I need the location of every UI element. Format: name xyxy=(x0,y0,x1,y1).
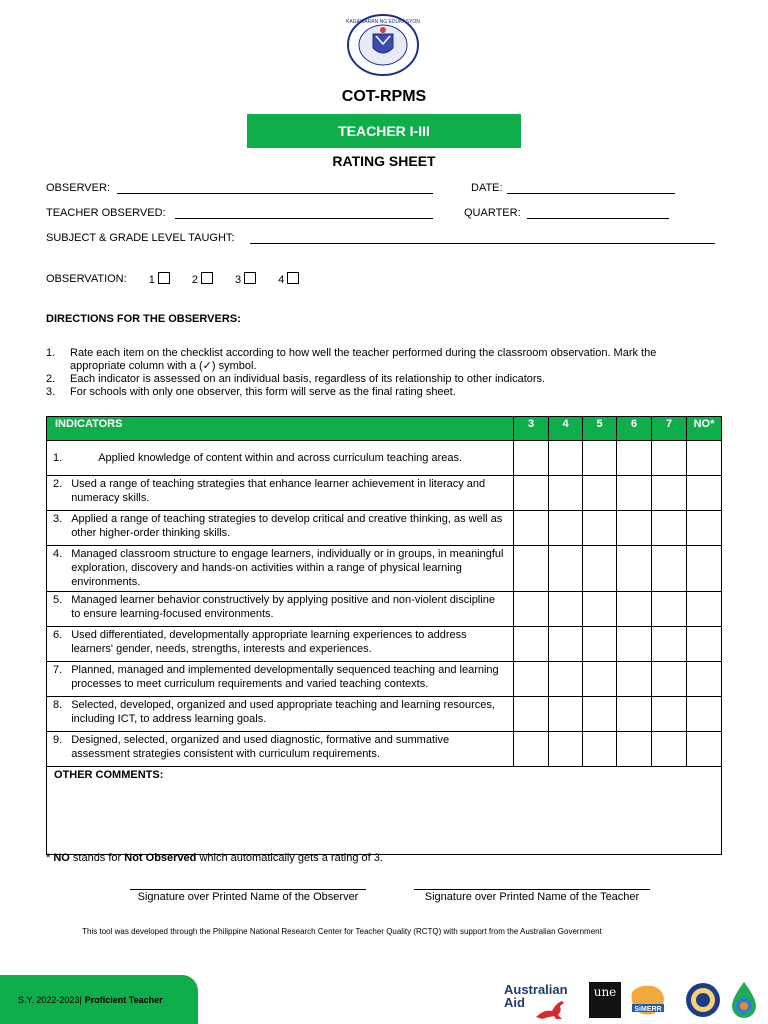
note-prefix: * xyxy=(46,852,54,864)
teacher-level-label: TEACHER I-III xyxy=(338,123,430,139)
observation-selector xyxy=(46,272,299,286)
observation-option-2[interactable] xyxy=(192,272,213,286)
indicator-cell xyxy=(47,441,514,476)
teacher-level-banner xyxy=(247,114,521,148)
rating-cell[interactable] xyxy=(617,627,652,662)
simerr-logo xyxy=(628,982,668,1018)
rating-cell[interactable] xyxy=(652,697,687,732)
observation-checkbox[interactable] xyxy=(287,272,299,284)
rating-cell[interactable] xyxy=(514,662,549,697)
seal-text: KAGAWARAN NG EDUKASYON xyxy=(346,19,420,25)
rating-cell[interactable] xyxy=(652,627,687,662)
indicators-rating-table xyxy=(46,416,722,855)
indicator-text: Applied a range of teaching strategies to develop critical and creative thinking, as well as other higher-order thinking skills. xyxy=(71,513,503,539)
indicators-header: INDICATORS xyxy=(47,417,514,441)
rating-cell[interactable] xyxy=(652,592,687,627)
rating-cell[interactable] xyxy=(549,627,583,662)
rating-cell[interactable] xyxy=(549,592,583,627)
rating-cell[interactable] xyxy=(617,592,652,627)
indicator-cell xyxy=(47,511,514,546)
table-row xyxy=(47,511,722,546)
rating-cell[interactable] xyxy=(583,697,617,732)
observer-signature-line[interactable] xyxy=(130,889,366,903)
rating-cell[interactable] xyxy=(687,592,722,627)
observation-checkbox[interactable] xyxy=(158,272,170,284)
table-row xyxy=(47,732,722,767)
document-title: COT-RPMS xyxy=(341,88,427,105)
subject-grade-label: SUBJECT & GRADE LEVEL TAUGHT: xyxy=(46,232,235,244)
directions-heading: DIRECTIONS FOR THE OBSERVERS: xyxy=(46,313,241,325)
table-row xyxy=(47,662,722,697)
rating-cell[interactable] xyxy=(549,732,583,767)
not-observed-note xyxy=(46,852,383,864)
rating-cell[interactable] xyxy=(652,662,687,697)
australian-aid-wordmark-1: Australian xyxy=(504,982,568,997)
rating-cell[interactable] xyxy=(514,697,549,732)
rating-header-7: 7 xyxy=(652,417,687,441)
rating-cell[interactable] xyxy=(549,697,583,732)
direction-number: 1. xyxy=(46,347,56,359)
observer-input-line[interactable] xyxy=(117,193,433,194)
subject-grade-input-line[interactable] xyxy=(250,243,715,244)
date-input-line[interactable] xyxy=(507,193,675,194)
quarter-label: QUARTER: xyxy=(464,207,521,219)
indicator-text: Planned, managed and implemented developmentally sequenced teaching and learning processes to meet curriculum requirements and varied teaching contexts. xyxy=(71,664,499,690)
rating-cell[interactable] xyxy=(549,511,583,546)
indicator-cell xyxy=(47,476,514,511)
rating-cell[interactable] xyxy=(549,546,583,592)
rating-header-not-observed: NO* xyxy=(687,417,722,441)
table-row xyxy=(47,441,722,476)
proficiency-level: Proficient Teacher xyxy=(84,994,163,1005)
rating-cell[interactable] xyxy=(583,592,617,627)
observation-option-label: 4 xyxy=(278,274,285,286)
observation-option-4[interactable] xyxy=(278,272,299,286)
sheet-title: RATING SHEET xyxy=(332,153,436,169)
other-comments-box[interactable] xyxy=(47,767,722,855)
indicator-text: Used a range of teaching strategies that enhance learner achievement in literacy and numeracy skills. xyxy=(71,478,486,504)
observation-option-label: 2 xyxy=(191,274,198,286)
indicator-text: Managed learner behavior constructively by applying positive and non-violent discipline to ensure learning-focused environments. xyxy=(71,594,495,620)
rating-cell[interactable] xyxy=(583,476,617,511)
rating-cell[interactable] xyxy=(583,441,617,476)
deped-seal-logo xyxy=(346,14,420,76)
table-header-row xyxy=(47,417,722,441)
rating-cell[interactable] xyxy=(583,511,617,546)
australian-aid-wordmark-2: Aid xyxy=(504,995,525,1010)
rating-cell[interactable] xyxy=(514,732,549,767)
rating-cell[interactable] xyxy=(687,476,722,511)
rating-cell[interactable] xyxy=(549,476,583,511)
rating-cell[interactable] xyxy=(514,592,549,627)
other-comments-label: OTHER COMMENTS: xyxy=(54,769,164,781)
direction-text: Each indicator is assessed on an individual basis, regardless of its relationship to other indicators. xyxy=(70,373,546,385)
direction-text: For schools with only one observer, this form will serve as the final rating sheet. xyxy=(70,386,456,398)
teacher-signature-line[interactable] xyxy=(414,889,650,903)
note-middle: stands for xyxy=(69,852,125,864)
school-year-separator: | xyxy=(79,994,82,1005)
rating-cell[interactable] xyxy=(687,441,722,476)
rating-cell[interactable] xyxy=(617,662,652,697)
indicator-number: 5. xyxy=(53,594,63,606)
indicator-text: Used differentiated, developmentally appropriate learning experiences to address learners' gender, needs, strengths, interests and experiences. xyxy=(71,629,467,655)
table-row xyxy=(47,697,722,732)
directions-list xyxy=(46,347,706,399)
australian-aid-logo xyxy=(504,983,576,1021)
rating-cell[interactable] xyxy=(687,662,722,697)
note-no-term: NO xyxy=(53,852,70,864)
observation-checkbox[interactable] xyxy=(201,272,213,284)
rating-header-4: 4 xyxy=(549,417,583,441)
philippine-normal-university-seal xyxy=(685,982,721,1018)
observation-checkbox[interactable] xyxy=(244,272,256,284)
indicator-text: Applied knowledge of content within and across curriculum teaching areas. xyxy=(98,451,463,464)
une-wordmark: une xyxy=(593,985,617,999)
direction-item xyxy=(46,386,706,399)
direction-item xyxy=(46,347,706,373)
rating-cell[interactable] xyxy=(652,546,687,592)
rating-cell[interactable] xyxy=(652,476,687,511)
comments-row xyxy=(47,767,722,855)
indicator-number: 9. xyxy=(53,734,63,746)
rctq-logo xyxy=(726,980,762,1020)
indicator-number: 2. xyxy=(53,478,63,490)
rating-cell[interactable] xyxy=(514,476,549,511)
indicator-cell xyxy=(47,627,514,662)
rating-cell[interactable] xyxy=(583,546,617,592)
direction-number: 3. xyxy=(46,386,56,398)
indicator-number: 1. xyxy=(53,451,63,464)
rating-cell[interactable] xyxy=(617,511,652,546)
rating-cell[interactable] xyxy=(687,732,722,767)
observation-label: OBSERVATION: xyxy=(46,273,127,285)
note-suffix: which automatically gets a rating of 3. xyxy=(196,852,383,864)
table-row xyxy=(47,546,722,592)
rating-cell[interactable] xyxy=(652,441,687,476)
rating-cell[interactable] xyxy=(549,441,583,476)
observation-option-label: 1 xyxy=(148,274,155,286)
observer-signature-caption: Signature over Printed Name of the Observer xyxy=(137,891,359,903)
observer-label: OBSERVER: xyxy=(46,182,110,194)
rating-cell[interactable] xyxy=(549,662,583,697)
indicator-cell xyxy=(47,546,514,592)
quarter-input-line[interactable] xyxy=(527,218,669,219)
rating-cell[interactable] xyxy=(617,697,652,732)
indicator-cell xyxy=(47,732,514,767)
indicator-text: Designed, selected, organized and used diagnostic, formative and summative assessment strategies consistent with curriculum requirements. xyxy=(71,734,450,760)
table-row xyxy=(47,592,722,627)
indicator-text: Managed classroom structure to engage learners, individually or in groups, in meaningful exploration, discovery and hands-on activities within a range of physical learning environments. xyxy=(71,548,504,588)
indicator-cell xyxy=(47,662,514,697)
rctq-credit-text: This tool was developed through the Philippine National Research Center for Teacher Quality (RCTQ) with support from the Australian Government xyxy=(82,927,602,936)
indicator-text: Selected, developed, organized and used appropriate teaching and learning resources, including ICT, to address learning goals. xyxy=(71,699,495,725)
rating-cell[interactable] xyxy=(583,732,617,767)
rating-cell[interactable] xyxy=(687,546,722,592)
indicator-cell xyxy=(47,592,514,627)
rating-cell[interactable] xyxy=(652,732,687,767)
rating-header-5: 5 xyxy=(583,417,617,441)
rating-cell[interactable] xyxy=(687,627,722,662)
direction-number: 2. xyxy=(46,373,56,385)
observation-option-1[interactable] xyxy=(149,272,170,286)
rating-cell[interactable] xyxy=(514,546,549,592)
rating-cell[interactable] xyxy=(514,627,549,662)
teacher-observed-input-line[interactable] xyxy=(175,218,433,219)
indicator-number: 3. xyxy=(53,513,63,525)
rating-header-3: 3 xyxy=(514,417,549,441)
rating-cell[interactable] xyxy=(514,511,549,546)
rating-header-6: 6 xyxy=(617,417,652,441)
rating-cell[interactable] xyxy=(617,476,652,511)
teacher-observed-label: TEACHER OBSERVED: xyxy=(46,207,166,219)
note-not-observed-term: Not Observed xyxy=(124,852,197,864)
simerr-wordmark: SiMERR xyxy=(634,1006,662,1013)
une-logo xyxy=(589,982,621,1018)
school-year-badge xyxy=(0,975,198,1024)
rating-cell[interactable] xyxy=(652,511,687,546)
table-row xyxy=(47,627,722,662)
rating-cell[interactable] xyxy=(687,511,722,546)
observation-option-label: 3 xyxy=(234,274,242,286)
observation-option-3[interactable] xyxy=(235,272,256,286)
rating-cell[interactable] xyxy=(583,662,617,697)
direction-text: Rate each item on the checklist according to how well the teacher performed during the classroom observation. Mark the appropriate column with a (✓) symbol. xyxy=(70,347,657,372)
rating-cell[interactable] xyxy=(617,732,652,767)
rating-cell[interactable] xyxy=(583,627,617,662)
kangaroo-icon xyxy=(534,997,568,1021)
indicator-number: 4. xyxy=(53,548,63,560)
school-year: S.Y. 2022-2023 xyxy=(18,994,80,1005)
teacher-signature-caption: Signature over Printed Name of the Teacher xyxy=(424,891,640,903)
table-row xyxy=(47,476,722,511)
date-label: DATE: xyxy=(471,182,503,194)
indicator-number: 8. xyxy=(53,699,63,711)
indicator-number: 6. xyxy=(53,629,63,641)
direction-item xyxy=(46,373,706,386)
indicator-number: 7. xyxy=(53,664,63,676)
rating-cell[interactable] xyxy=(617,546,652,592)
rating-cell[interactable] xyxy=(617,441,652,476)
rating-cell[interactable] xyxy=(514,441,549,476)
rating-cell[interactable] xyxy=(687,697,722,732)
indicator-cell xyxy=(47,697,514,732)
